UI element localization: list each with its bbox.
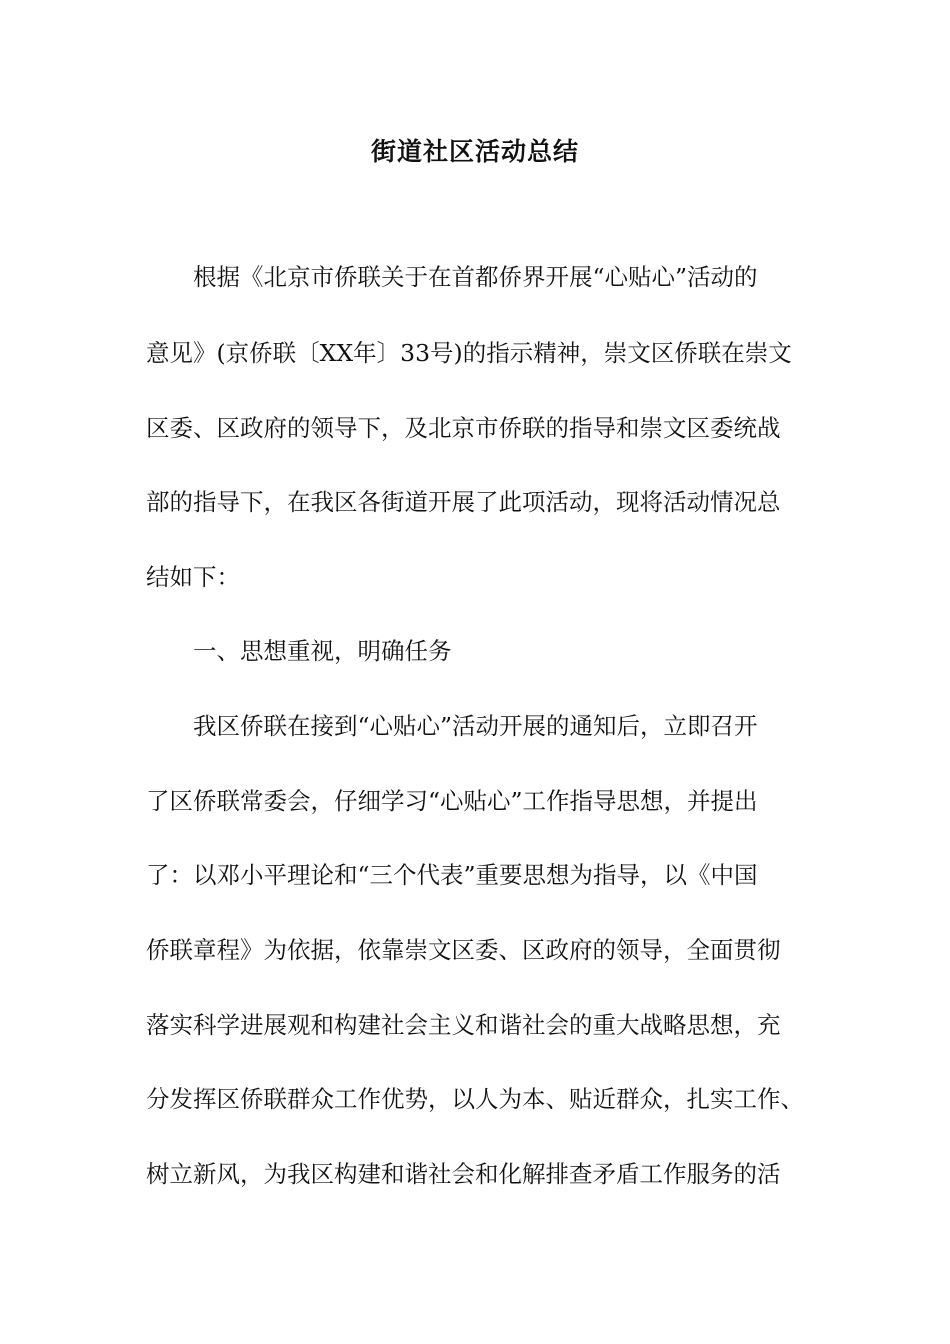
paragraph-1-line-4: 部的指导下，在我区各街道开展了此项活动，现将活动情况总 bbox=[146, 488, 781, 516]
paragraph-2-line-5: 落实科学进展观和构建社会主义和谐社会的重大战略思想，充 bbox=[146, 1011, 781, 1039]
paragraph-2-line-1: 我区侨联在接到“心贴心”活动开展的通知后，立即召开 bbox=[193, 712, 758, 740]
document-title: 街道社区活动总结 bbox=[370, 137, 579, 166]
paragraph-2-line-6: 分发挥区侨联群众工作优势，以人为本、贴近群众，扎实工作、 bbox=[146, 1085, 804, 1113]
paragraph-1-line-5: 结如下： bbox=[146, 563, 240, 591]
paragraph-1-line-1: 根据《北京市侨联关于在首都侨界开展“心贴心”活动的 bbox=[193, 263, 758, 291]
paragraph-2-line-3: 了：以邓小平理论和“三个代表”重要思想为指导，以《中国 bbox=[146, 861, 758, 889]
paragraph-2-line-4: 侨联章程》为依据，依靠崇文区委、区政府的领导，全面贯彻 bbox=[146, 936, 781, 964]
section-heading-1: 一、思想重视，明确任务 bbox=[193, 637, 452, 665]
paragraph-1-line-3: 区委、区政府的领导下，及北京市侨联的指导和崇文区委统战 bbox=[146, 414, 781, 442]
paragraph-2-line-7: 树立新风，为我区构建和谐社会和化解排查矛盾工作服务的活 bbox=[146, 1160, 781, 1188]
paragraph-2-line-2: 了区侨联常委会，仔细学习“心贴心”工作指导思想，并提出 bbox=[146, 787, 758, 815]
paragraph-1-line-2: 意见》(京侨联〔XX年〕33号)的指示精神，崇文区侨联在崇文 bbox=[146, 339, 792, 367]
